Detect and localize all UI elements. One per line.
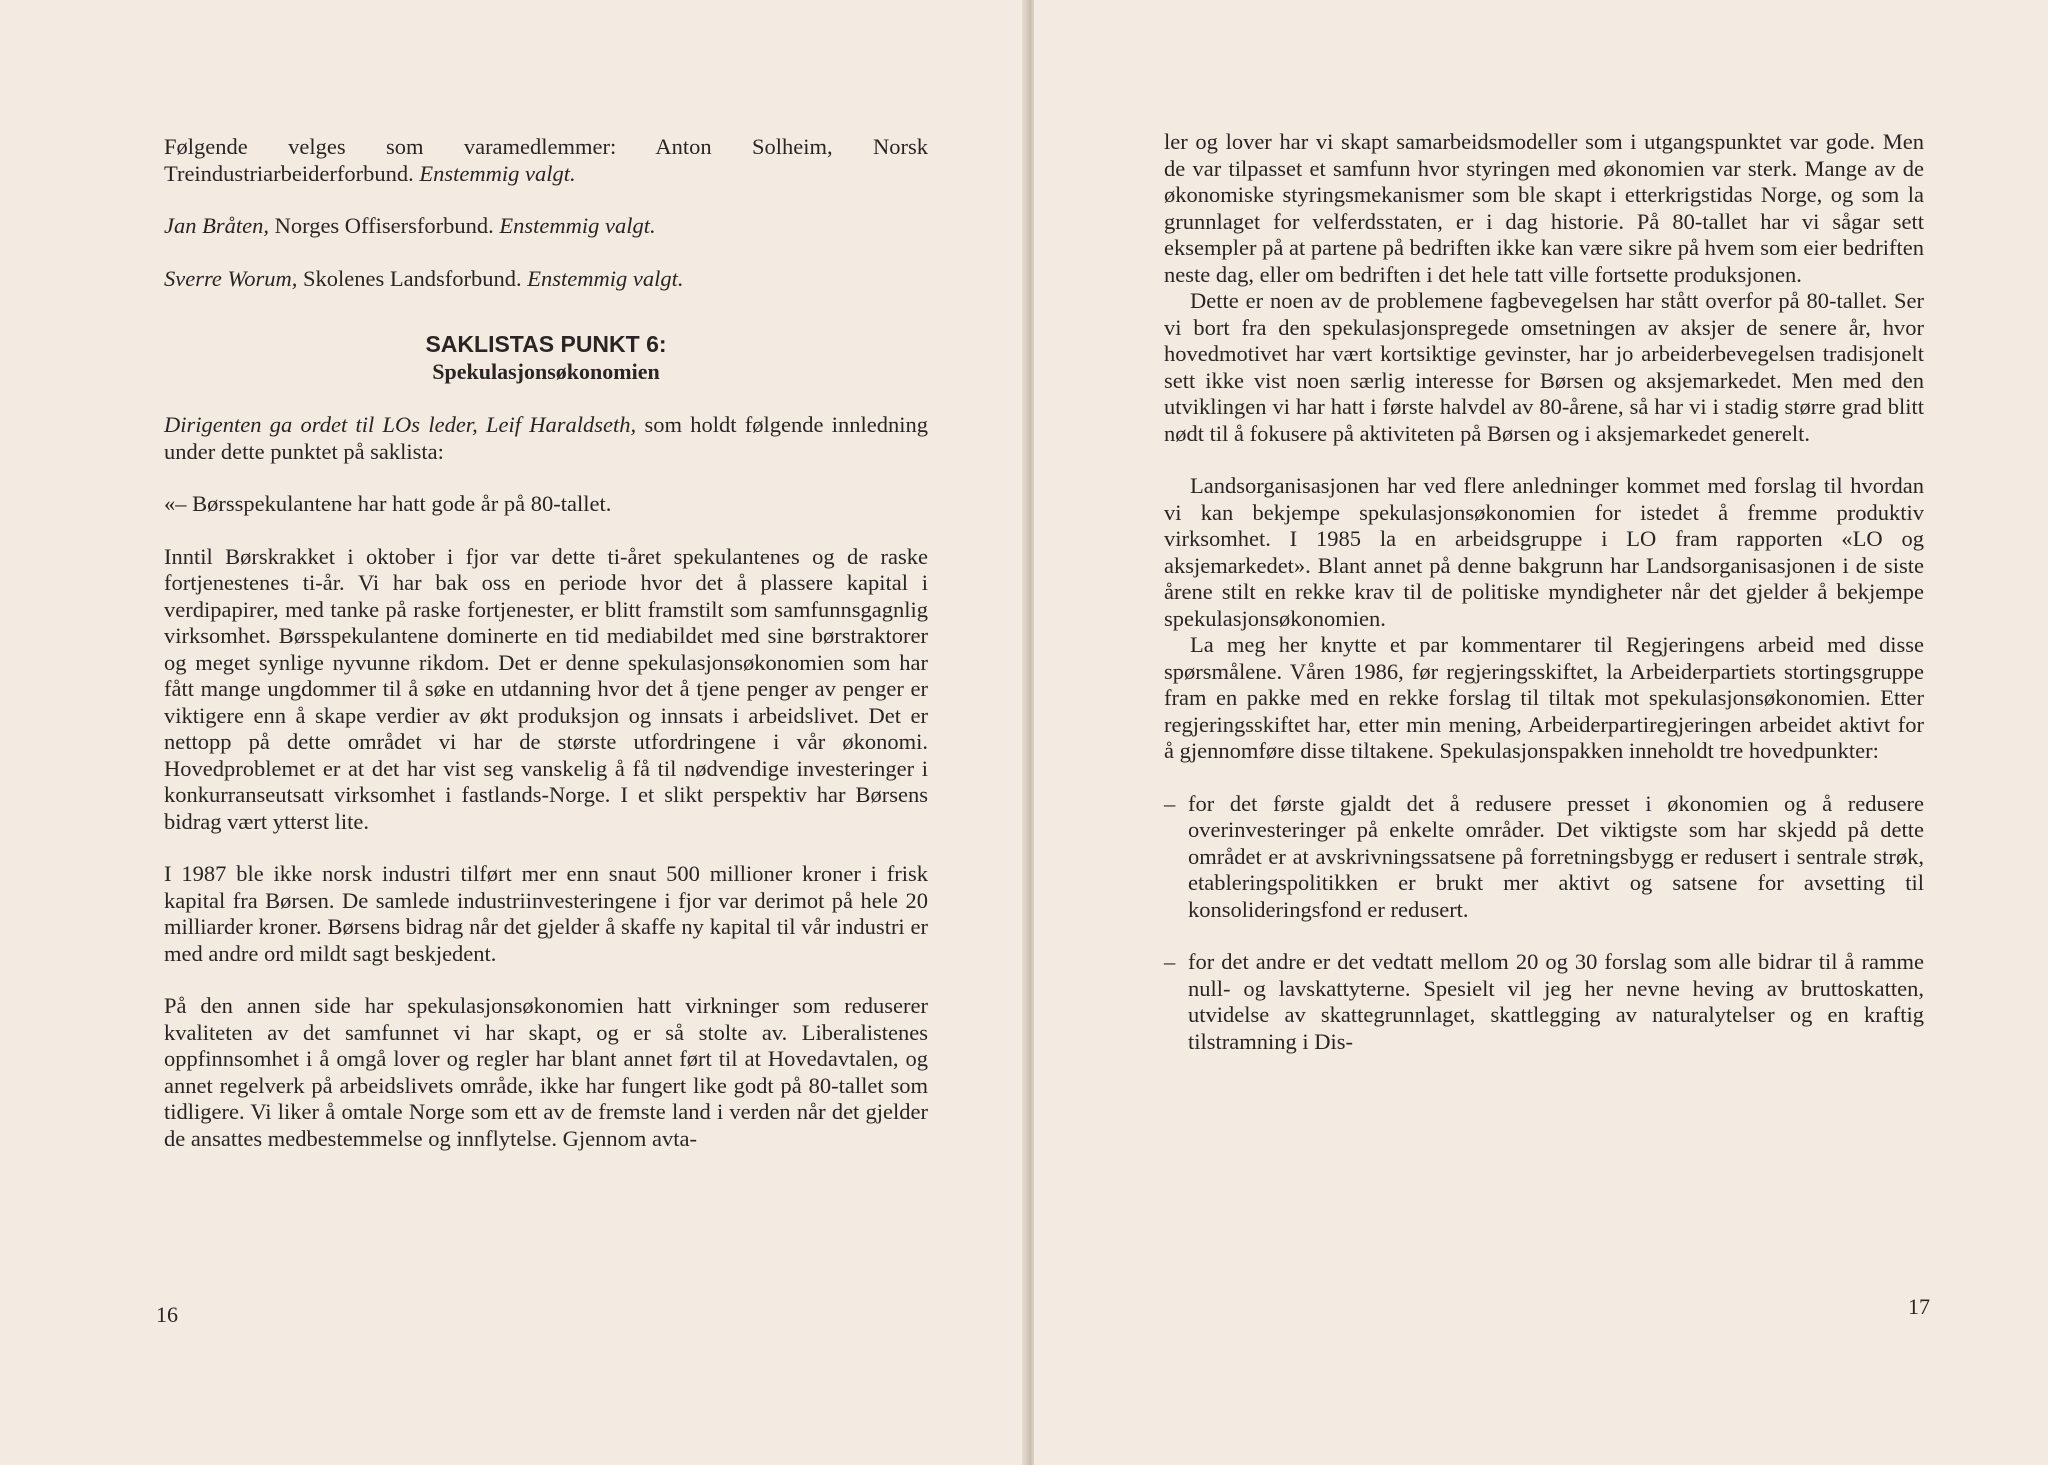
paragraph-worum [164, 266, 928, 293]
organization: Norges Offisersforbund. [274, 213, 494, 238]
person-name: Jan Bråten, [164, 213, 269, 238]
paragraph-1987: I 1987 ble ikke norsk industri tilført mer enn snaut 500 millioner kroner i frisk kapital fra Børsen. De samlede industriinvesteringene i fjor var derimot på hele 20 milliarder kroner. Børsens bidrag når det gjelder å skaffe ny kapital til vår industri er med andre ord mildt sagt beskjedent. [164, 861, 928, 966]
organization: Skolenes Landsforbund. [302, 265, 522, 291]
right-text-column [1164, 129, 1924, 1055]
left-text-column [164, 134, 928, 1152]
list-item [1164, 949, 1924, 1055]
paragraph-braten [164, 213, 928, 240]
list-item [1164, 791, 1924, 924]
intro-text: som holdt følgende innledning under dette punktet på saklista: [164, 412, 929, 464]
section-heading [164, 330, 928, 386]
bullet-dash: – [1164, 790, 1176, 816]
paragraph-varamedlemmer [164, 134, 928, 187]
vote-result: Enstemmig valgt. [419, 160, 576, 186]
page-number: 17 [1908, 1294, 1930, 1319]
bullet-text: for det første gjaldt det å redusere presset i økonomien og å redusere overinvesteringer på enkelte områder. Det viktigste som har skjedd på dette området er at avskrivningssatsene på forretningsbygg er redusert i sentrale strøk, etableringspolitikken er brukt mer aktivt og satsene for avsetting til konsolideringsfond er redusert. [1188, 790, 1924, 922]
paragraph-text: Følgende velges som varamedlemmer: Anton Solheim, Norsk Treindustriarbeiderforbund. [164, 134, 928, 186]
page-number: 16 [156, 1302, 178, 1327]
person-name: Sverre Worum, [164, 265, 298, 291]
paragraph-landsorganisasjonen: Landsorganisasjonen har ved flere anledninger kommet med forslag til hvordan vi kan bekjempe spekulasjonsøkonomien for istedet å fremme produktiv virksomhet. I 1985 la en arbeidsgruppe i LO fram rapporten «LO og aksjemarkedet». Blant annet på denne bakgrunn har Landsorganisasjonen i de siste årene stilt en rekke krav til de politiske myndigheter når det gjelder å bekjempe spekulasjonsøkonomien. [1164, 473, 1924, 631]
paragraph-problemene: Dette er noen av de problemene fagbevegelsen har stått overfor på 80-tallet. Ser vi bort fra den spekulasjonspregede omsetningen av aksjer de senere år, hvor hovedmotivet har vært kortsiktige gevinster, har jo arbeiderbevegelsen tradisjonelt sett ikke vist noen særlig interesse for Børsen og aksjemarkedet. Men med den utviklingen vi har hatt i første halvdel av 80-årene, så har vi i stadig større grad blitt nødt til å fokusere på aktiviteten på Børsen og i aksjemarkedet generelt. [1164, 288, 1924, 446]
section-subtitle: Spekulasjonsøkonomien [432, 359, 660, 384]
intro-speaker: Dirigenten ga ordet til LOs leder, Leif Haraldseth, [164, 412, 637, 437]
paragraph-quote-start: «– Børsspekulantene har hatt gode år på 80-tallet. [164, 491, 612, 516]
bullet-dash: – [1164, 949, 1176, 974]
paragraph-intro [164, 412, 928, 465]
vote-result: Enstemmig valgt. [499, 213, 656, 238]
vote-result: Enstemmig valgt. [527, 265, 684, 291]
paragraph-annen-side: På den annen side har spekulasjonsøkonomien hatt virkninger som reduserer kvaliteten av det samfunnet vi har skapt, og er så stolte av. Liberalistenes oppfinnsomhet i å omgå lover og regler har blant annet ført til at Hovedavtalen, og annet regelverk på arbeidslivets område, ikke har fungert like godt på 80-tallet som tidligere. Vi liker å omtale Norge som ett av de fremste land i verden når det gjelder de ansattes medbestemmelse og innflytelse. Gjennom avta- [164, 993, 928, 1151]
right-page [1034, 0, 2048, 1465]
bullet-text: for det andre er det vedtatt mellom 20 og 30 forslag som alle bidrar til å ramme null- og lavskattyterne. Spesielt vil jeg her nevne heving av bruttoskatten, utvidelse av skattegrunnlaget, skattlegging av naturalytelser og en kraftig tilstramning i Dis- [1188, 949, 1924, 1054]
paragraph-continuation: ler og lover har vi skapt samarbeidsmodeller som i utgangspunktet var gode. Men de var tilpasset et samfunn hvor styringen med økonomien var sterk. Mange av de økonomiske styringsmekanismer som ble skapt i etterkrigstidas Norge, og som la grunnlaget for velferdsstaten, er i dag historie. På 80-tallet har vi sågar sett eksempler på at partene på bedriften ikke kan være sikre på hvem som eier bedriften neste dag, eller om bedriften i det hele tatt ville fortsette produksjonen. [1164, 129, 1924, 287]
section-title: SAKLISTAS PUNKT 6: [425, 331, 667, 357]
paragraph-kommentarer: La meg her knytte et par kommentarer til Regjeringens arbeid med disse spørsmålene. Våren 1986, før regjeringsskiftet, la Arbeiderpartiets stortingsgruppe fram en pakke med en rekke forslag til tiltak mot spekulasjonsøkonomien. Etter regjeringsskiftet har, etter min mening, Arbeiderpartiregjeringen arbeidet aktivt for å gjennomføre disse tiltakene. Spekulasjonspakken inneholdt tre hovedpunkter: [1164, 632, 1924, 763]
paragraph-borskrakket: Inntil Børskrakket i oktober i fjor var dette ti-året spekulantenes og de raske fortjenestenes ti-år. Vi har bak oss en periode hvor det å plassere kapital i verdipapirer, med tanke på raske fortjenester, er blitt framstilt som samfunnsgagnlig virksomhet. Børsspekulantene dominerte en tid mediabildet med sine børstraktorer og meget synlige nyvunne rikdom. Det er denne spekulasjonsøkonomien som har fått mange ungdommer til å søke en utdanning hvor det å tjene penger av penger er viktigere enn å skape verdier av økt produksjon og innsats i arbeidslivet. Det er nettopp på dette området vi har de største utfordringene i vår økonomi. Hovedproblemet er at det har vist seg vanskelig å få til nødvendige investeringer i konkurranseutsatt virksomhet i fastlands-Norge. I et slikt perspektiv har Børsens bidrag vært ytterst lite. [164, 543, 928, 834]
